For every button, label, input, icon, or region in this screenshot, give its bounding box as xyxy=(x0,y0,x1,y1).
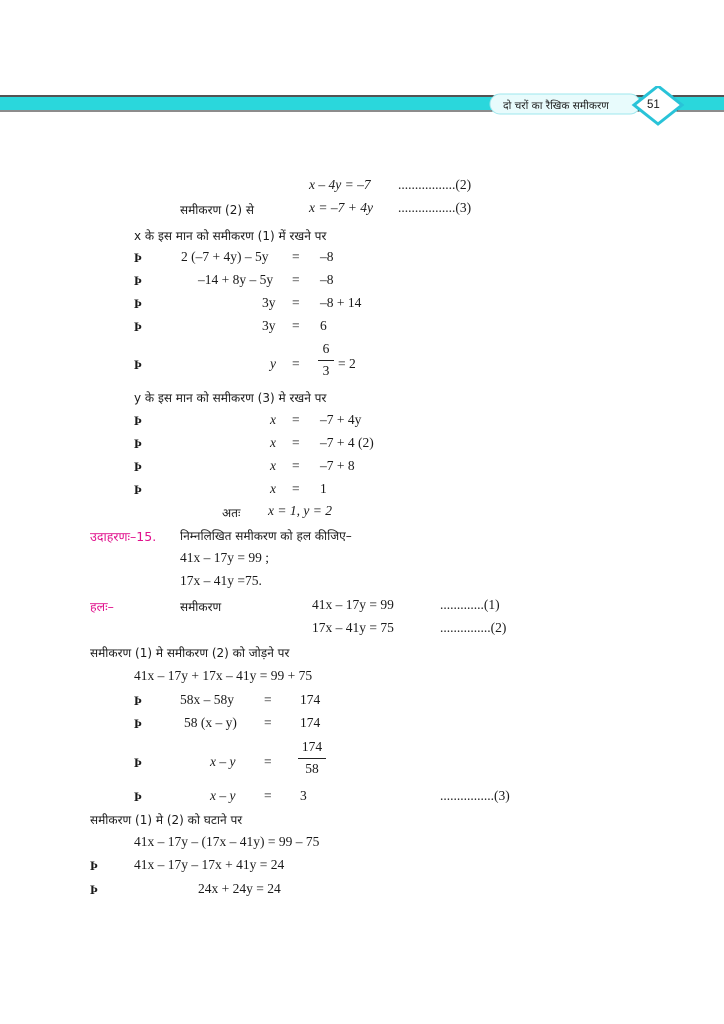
fraction-bar xyxy=(298,758,326,759)
subst-x-text: x के इस मान को समीकरण (1) में रखने पर xyxy=(134,229,327,243)
step1-rhs: –8 xyxy=(320,249,334,264)
implies-arrow: Þ xyxy=(134,319,142,334)
solution-word: समीकरण xyxy=(180,600,222,614)
solution-eq2: 17x – 41y = 75 xyxy=(312,620,394,635)
x-lhs: x xyxy=(270,412,276,427)
a2-rhs: 174 xyxy=(300,715,321,730)
chapter-title: दो चरों का रैखिक समीकरण xyxy=(503,100,609,112)
implies-arrow: Þ xyxy=(134,789,142,804)
fraction-6-over-3 xyxy=(318,341,334,379)
step4-lhs: 3y xyxy=(262,318,276,333)
subst-y-text: y के इस मान को समीकरण (3) मे रखने पर xyxy=(134,391,327,405)
add-text: समीकरण (1) मे समीकरण (2) को जोड़ने पर xyxy=(90,646,290,660)
step5-tail: = 2 xyxy=(338,356,356,371)
fraction-bar xyxy=(318,360,334,361)
sub-text: समीकरण (1) मे (2) को घटाने पर xyxy=(90,813,243,827)
add-line: 41x – 17y + 17x – 41y = 99 + 75 xyxy=(134,668,313,683)
s1-line: 41x – 17y – 17x + 41y = 24 xyxy=(134,857,285,872)
x-lhs: x xyxy=(270,458,276,473)
eq-sign: = xyxy=(292,295,300,310)
a2-lhs: 58 (x – y) xyxy=(184,715,237,730)
step3-lhs: 3y xyxy=(262,295,276,310)
eq-sign: = xyxy=(292,435,300,450)
eq3-line: x = –7 + 4y xyxy=(309,200,373,215)
implies-arrow: Þ xyxy=(134,755,142,770)
x-lhs: x xyxy=(270,481,276,496)
a3-lhs: x – y xyxy=(210,754,236,769)
fraction-denominator: 3 xyxy=(322,363,330,378)
eq-sign: = xyxy=(292,458,300,473)
s2-line: 24x + 24y = 24 xyxy=(198,881,281,896)
therefore-word: अतः xyxy=(222,506,241,520)
step2-rhs: –8 xyxy=(320,272,334,287)
x3-rhs: –7 + 8 xyxy=(320,458,355,473)
x1-rhs: –7 + 4y xyxy=(320,412,362,427)
implies-arrow: Þ xyxy=(134,482,142,497)
implies-arrow: Þ xyxy=(134,273,142,288)
implies-arrow: Þ xyxy=(134,250,142,265)
x2-rhs: –7 + 4 (2) xyxy=(320,435,374,450)
eq-sign: = xyxy=(292,481,300,496)
example-label: उदाहरणः–15. xyxy=(90,529,157,544)
fraction-denominator: 58 xyxy=(305,761,319,776)
result: x = 1, y = 2 xyxy=(268,503,332,518)
implies-arrow: Þ xyxy=(134,296,142,311)
eq3-prefix: समीकरण (2) से xyxy=(180,203,254,217)
fraction-numerator: 6 xyxy=(322,341,330,356)
eq-sign: = xyxy=(264,788,272,803)
eq2-line: x – 4y = –7 xyxy=(309,177,371,192)
step4-rhs: 6 xyxy=(320,318,327,333)
step2-lhs: –14 + 8y – 5y xyxy=(198,272,274,287)
page-number: 51 xyxy=(647,99,660,111)
implies-arrow: Þ xyxy=(134,413,142,428)
implies-arrow: Þ xyxy=(90,858,98,873)
eq-sign: = xyxy=(292,412,300,427)
implies-arrow: Þ xyxy=(134,357,142,372)
a4-rhs: 3 xyxy=(300,788,307,803)
sub-line: 41x – 17y – (17x – 41y) = 99 – 75 xyxy=(134,834,320,849)
eq-sign: = xyxy=(292,356,300,371)
eq2-ref: .................(2) xyxy=(398,177,472,192)
step3-rhs: –8 + 14 xyxy=(320,295,362,310)
example-eq-b: 17x – 41y =75. xyxy=(180,573,262,588)
eq-sign: = xyxy=(292,249,300,264)
a4-ref: ................(3) xyxy=(440,788,510,803)
step1-lhs: 2 (–7 + 4y) – 5y xyxy=(181,249,269,264)
header-band-graphic xyxy=(0,86,724,132)
example-text: निम्नलिखित समीकरण को हल कीजिए– xyxy=(180,529,352,543)
eq-sign: = xyxy=(264,692,272,707)
a4-lhs: x – y xyxy=(210,788,236,803)
solution-eq1: 41x – 17y = 99 xyxy=(312,597,394,612)
eq3-ref: .................(3) xyxy=(398,200,472,215)
solution-eq1-ref: .............(1) xyxy=(440,597,500,612)
a1-lhs: 58x – 58y xyxy=(180,692,234,707)
example-eq-a: 41x – 17y = 99 ; xyxy=(180,550,269,565)
implies-arrow: Þ xyxy=(134,459,142,474)
implies-arrow: Þ xyxy=(134,436,142,451)
fraction-174-over-58 xyxy=(298,739,326,777)
implies-arrow: Þ xyxy=(134,693,142,708)
step5-lhs: y xyxy=(270,356,276,371)
solution-eq2-ref: ...............(2) xyxy=(440,620,507,635)
implies-arrow: Þ xyxy=(134,716,142,731)
fraction-numerator: 174 xyxy=(301,739,323,754)
x-lhs: x xyxy=(270,435,276,450)
a1-rhs: 174 xyxy=(300,692,321,707)
solution-label: हलः– xyxy=(90,599,114,614)
eq-sign: = xyxy=(264,754,272,769)
eq-sign: = xyxy=(264,715,272,730)
eq-sign: = xyxy=(292,272,300,287)
implies-arrow: Þ xyxy=(90,882,98,897)
x4-rhs: 1 xyxy=(320,481,327,496)
eq-sign: = xyxy=(292,318,300,333)
